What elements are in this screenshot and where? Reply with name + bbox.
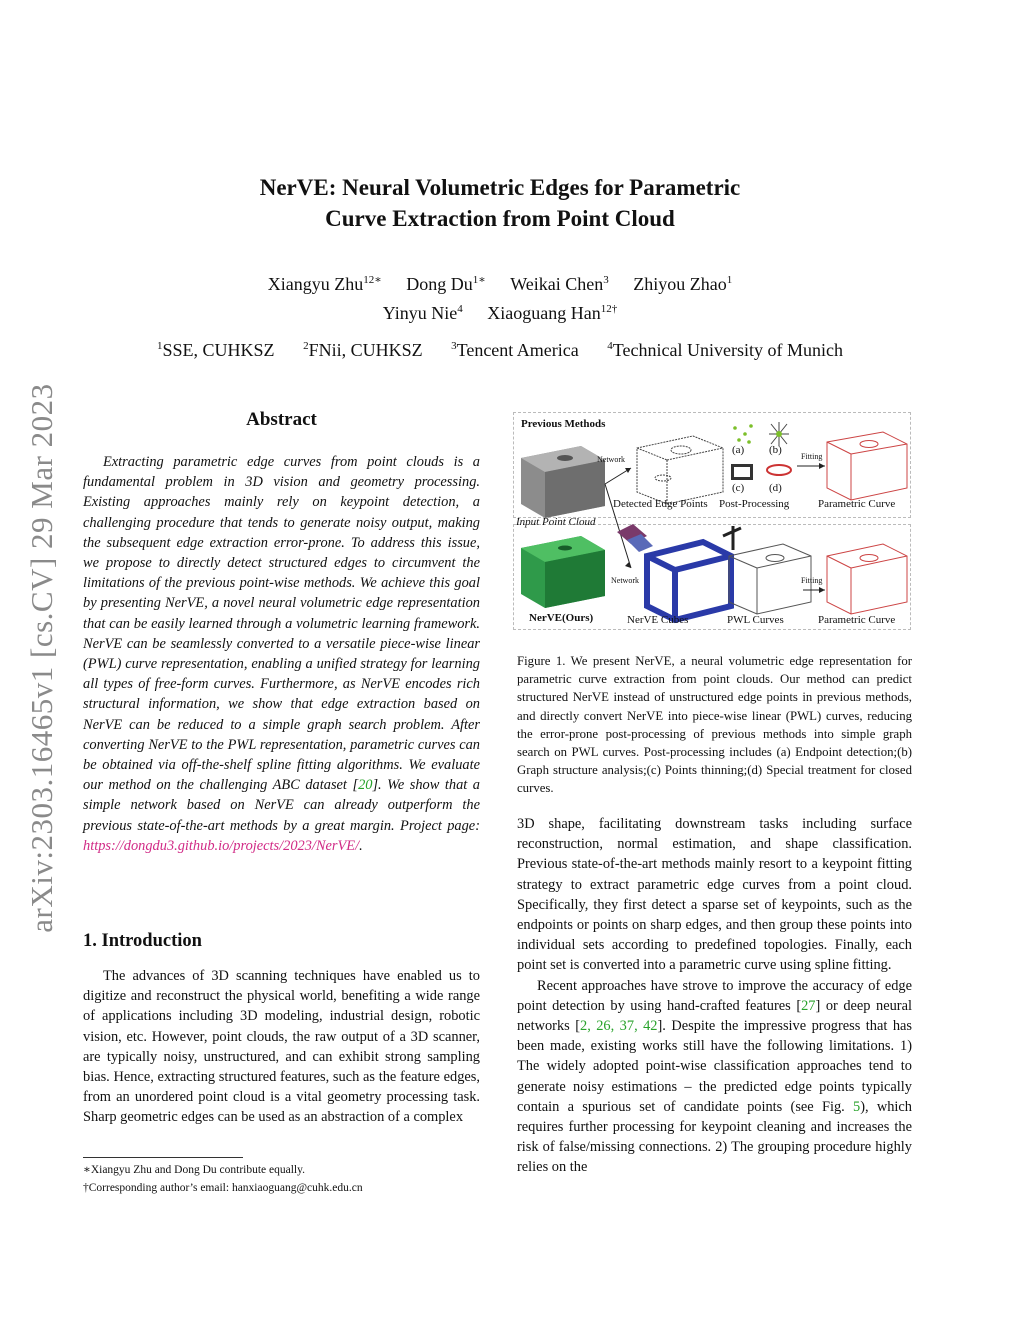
footnote-equal-contribution: ∗Xiangyu Zhu and Dong Du contribute equally. bbox=[83, 1164, 306, 1176]
detected-edge-points-label: Detected Edge Points bbox=[613, 498, 708, 510]
citation-link[interactable]: 2, 26, 37, 42 bbox=[580, 1018, 658, 1035]
right-column-body bbox=[517, 814, 912, 1178]
parametric-curve-image-top bbox=[827, 432, 907, 500]
network-label-top: Network bbox=[597, 455, 625, 464]
section-heading-introduction: 1. Introduction bbox=[83, 931, 202, 951]
paragraph: Recent approaches have strove to improve the accuracy of edge point detection by using hand-crafted features [27] or deep neural networks [2, 26, 37, 42]. Despite the impressive progress that has been made, existing works still have the following limitations. 1) The widely adopted point-wise classification approaches tend to generate noisy estimations – the predicted edge points typically contain a spurious set of candidate points (see Fig. 5), which requires further processing for keypoint cleaning and increases the risk of false/missing connections. 2) The grouping procedure highly relies on the bbox=[517, 977, 912, 1176]
input-point-cloud-label: Input Point Cloud bbox=[516, 516, 596, 528]
figure-reference-link[interactable]: 5 bbox=[852, 1098, 861, 1115]
input-point-cloud-image bbox=[521, 446, 605, 518]
author-list bbox=[150, 268, 850, 326]
nerve-cubes-label: NerVE Cubes bbox=[627, 614, 689, 626]
citation-link[interactable]: 20 bbox=[358, 777, 373, 794]
affiliation: $^4$Technical University of Munich bbox=[607, 340, 843, 360]
fitting-label-bottom: Fitting bbox=[801, 576, 823, 585]
figure-1-caption: Figure 1. We present NerVE, a neural volumetric edge representation for parametric curve extraction from point clouds. Our method can predict structured NerVE instead of unstructured edge points in previous methods, and directly convert NerVE into piece-wise linear (PWL) curves, reducing the error-prone post-processing of previous methods into simple graph search on PWL curves. Post-processing includes (a) Endpoint detection;(b) Graph structure analysis;(c) Points thinning;(d) Special treatment for closed curves. bbox=[517, 654, 912, 796]
network-label-bottom: Network bbox=[611, 576, 639, 585]
introduction-body: The advances of 3D scanning techniques have enabled us to digitize and reconstruct the physical world, benefiting a wide range of applications including 3D modeling, industrial design, robotic vision, etc. However, point clouds, the raw output of a 3D scanner, are typically noisy, unstructured, and can exhibit strong sampling bias. Hence, extracting structured features, such as the feature edges, from an unordered point cloud is a vital geometry processing task. Sharp geometric edges can be used as an abstraction of a complex bbox=[83, 968, 480, 1126]
nerve-points-inset bbox=[617, 524, 653, 552]
title-line-2: Curve Extraction from Point Cloud bbox=[325, 206, 675, 231]
author: Yinyu Nie$^4$ bbox=[382, 303, 463, 323]
paragraph: 3D shape, facilitating downstream tasks including surface reconstruction, normal estimation, and shape classification. Previous state-of-the-art methods mainly resort to a keypoint fitting strategy to extract parametric edge curves from a point cloud. Specifically, they first detect a sparse set of keypoints, such as the endpoints or points on sharp edges, and then group these points into individual sets according to predefined topologies. Finally, each point set is converted into a parametric curve using spline fitting. bbox=[517, 816, 912, 974]
pwl-curves-image bbox=[723, 526, 811, 614]
pwl-curves-label: PWL Curves bbox=[727, 614, 784, 626]
previous-methods-label: Previous Methods bbox=[521, 418, 606, 430]
paper-title bbox=[150, 172, 850, 234]
affiliation: $^2$FNii, CUHKSZ bbox=[303, 340, 423, 360]
label-d: (d) bbox=[769, 482, 782, 494]
nerve-input-image bbox=[521, 536, 605, 608]
label-a: (a) bbox=[732, 444, 745, 456]
abstract-body: Extracting parametric edge curves from point clouds is a fundamental problem in 3D vision and geometry processing. Existing approaches mainly rely on keypoint detection, a challenging procedure that tends to generate noisy output, making the subsequent edge extraction error-prone. To address this issue, we propose to directly detect structured edges to circumvent the limitations of the previous point-wise methods. We achieve this goal by presenting NerVE, a novel neural volumetric edge representation that can be easily learned through a volumetric learning framework. NerVE can be seamlessly converted to a versatile piece-wise linear (PWL) curve representation, enabling a unified strategy for learning all types of free-form curves. Furthermore, as NerVE encodes rich structural information, we show that edge extraction based on NerVE can be reduced to a simple graph search problem. After converting NerVE to the PWL representation, parametric curves can be obtained via off-the-shelf spline fitting algorithms. We evaluate our method on the challenging ABC dataset [20]. We show that a simple network based on NerVE can already outperform the previous state-of-the-art methods by a great margin. Project page: https://dongdu3.github.io/projects/2023/NerVE/. bbox=[83, 454, 480, 854]
abstract-heading: Abstract bbox=[246, 409, 317, 430]
parametric-curve-label-top: Parametric Curve bbox=[818, 498, 896, 510]
post-processing-label: Post-Processing bbox=[719, 498, 790, 510]
affiliation: $^3$Tencent America bbox=[451, 340, 579, 360]
author: Zhiyou Zhao$^1$ bbox=[633, 274, 733, 294]
nerve-ours-label: NerVE(Ours) bbox=[529, 612, 594, 624]
label-c: (c) bbox=[732, 482, 745, 494]
title-line-1: NerVE: Neural Volumetric Edges for Parametric bbox=[259, 175, 741, 200]
parametric-curve-label-bottom: Parametric Curve bbox=[818, 614, 896, 626]
author: Xiangyu Zhu$^{12∗}$ bbox=[267, 274, 382, 294]
project-page-link[interactable]: https://dongdu3.github.io/projects/2023/NerVE/ bbox=[83, 837, 360, 854]
label-b: (b) bbox=[769, 444, 782, 456]
fitting-label-top: Fitting bbox=[801, 452, 823, 461]
arxiv-identifier: arXiv:2303.16465v1 [cs.CV] 29 Mar 2023 bbox=[24, 383, 59, 933]
author: Dong $Du^{1∗}$ bbox=[406, 274, 486, 294]
affiliations bbox=[60, 340, 940, 361]
detected-edge-points-image bbox=[637, 436, 723, 504]
author: Xiaoguang Han$^{12\dagger}$ bbox=[487, 303, 618, 323]
citation-link[interactable]: 27 bbox=[801, 997, 816, 1014]
footnote-corresponding-author: †Corresponding author’s email: hanxiaoguang@cuhk.edu.cn bbox=[83, 1182, 363, 1194]
figure-1 bbox=[513, 410, 911, 630]
author: Weikai Chen$^3$ bbox=[510, 274, 609, 294]
nerve-cubes-image bbox=[647, 542, 731, 620]
footnote-rule bbox=[83, 1157, 243, 1158]
parametric-curve-image-bottom bbox=[827, 544, 907, 614]
affiliation: $^1$SSE, CUHKSZ bbox=[157, 340, 275, 360]
